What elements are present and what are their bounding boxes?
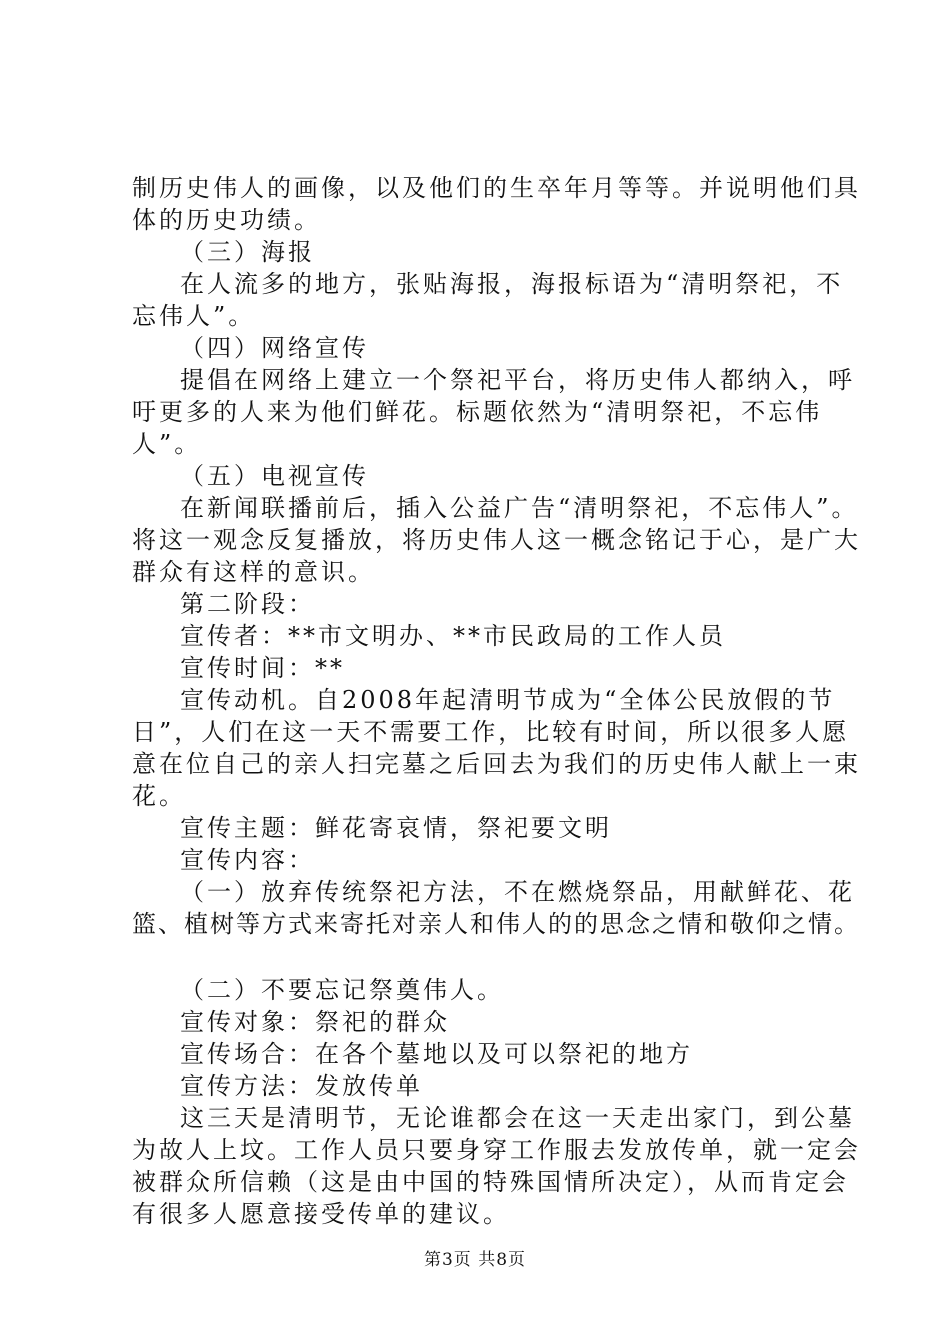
document-body <box>132 172 861 1230</box>
text-line: 群众有这样的意识。 <box>132 558 375 586</box>
text-line: （五）电视宣传 <box>180 462 369 490</box>
text-line: （四）网络宣传 <box>180 334 369 362</box>
text-line: （一）放弃传统祭祀方法，不在燃烧祭品，用献鲜花、花 <box>180 878 855 906</box>
text-line: 意在位自己的亲人扫完墓之后回去为我们的历史伟人献上一束 <box>132 750 861 778</box>
text-line: 宣传场合：在各个墓地以及可以祭祀的地方 <box>180 1040 693 1068</box>
text-line: 这三天是清明节，无论谁都会在这一天走出家门，到公墓 <box>180 1104 855 1132</box>
text-line: （二）不要忘记祭奠伟人。 <box>180 976 504 1004</box>
text-line: 人”。 <box>132 430 202 458</box>
text-line: 宣传者：**市文明办、**市民政局的工作人员 <box>180 622 726 650</box>
text-line: 为故人上坟。工作人员只要身穿工作服去发放传单，就一定会 <box>132 1136 861 1164</box>
page-footer: 第3页 共8页 <box>423 1250 527 1270</box>
text-line: 篮、植树等方式来寄托对亲人和伟人的的思念之情和敬仰之情。 <box>132 910 860 938</box>
text-line: 体的历史功绩。 <box>132 206 321 234</box>
text-line: 吁更多的人来为他们鲜花。标题依然为“清明祭祀，不忘伟 <box>132 398 823 426</box>
text-line: 宣传对象：祭祀的群众 <box>180 1008 450 1036</box>
text-line: 有很多人愿意接受传单的建议。 <box>132 1200 510 1228</box>
text-line: 宣传内容： <box>180 846 315 874</box>
text-line: 宣传动机。自2008年起清明节成为“全体公民放假的节 <box>180 686 836 714</box>
text-line: 在人流多的地方，张贴海报，海报标语为“清明祭祀，不 <box>180 270 844 298</box>
text-line: 宣传方法：发放传单 <box>180 1072 423 1100</box>
text-line: 将这一观念反复播放，将历史伟人这一概念铭记于心，是广大 <box>132 526 861 554</box>
text-line: 在新闻联播前后，插入公益广告“清明祭祀，不忘伟人”。 <box>180 494 859 522</box>
text-line: 提倡在网络上建立一个祭祀平台，将历史伟人都纳入，呼 <box>180 366 855 394</box>
text-line: 日”，人们在这一天不需要工作，比较有时间，所以很多人愿 <box>132 718 850 746</box>
text-line: （三）海报 <box>180 238 315 266</box>
text-line: 宣传主题：鲜花寄哀情，祭祀要文明 <box>180 814 612 842</box>
text-line: 花。 <box>132 782 186 810</box>
text-line: 第二阶段： <box>180 590 315 618</box>
text-line: 忘伟人”。 <box>132 302 256 330</box>
text-line: 宣传时间：** <box>180 654 345 682</box>
text-line: 制历史伟人的画像，以及他们的生卒年月等等。并说明他们具 <box>132 174 861 202</box>
blank-line <box>132 940 852 974</box>
text-line: 被群众所信赖（这是由中国的特殊国情所决定），从而肯定会 <box>132 1168 849 1196</box>
